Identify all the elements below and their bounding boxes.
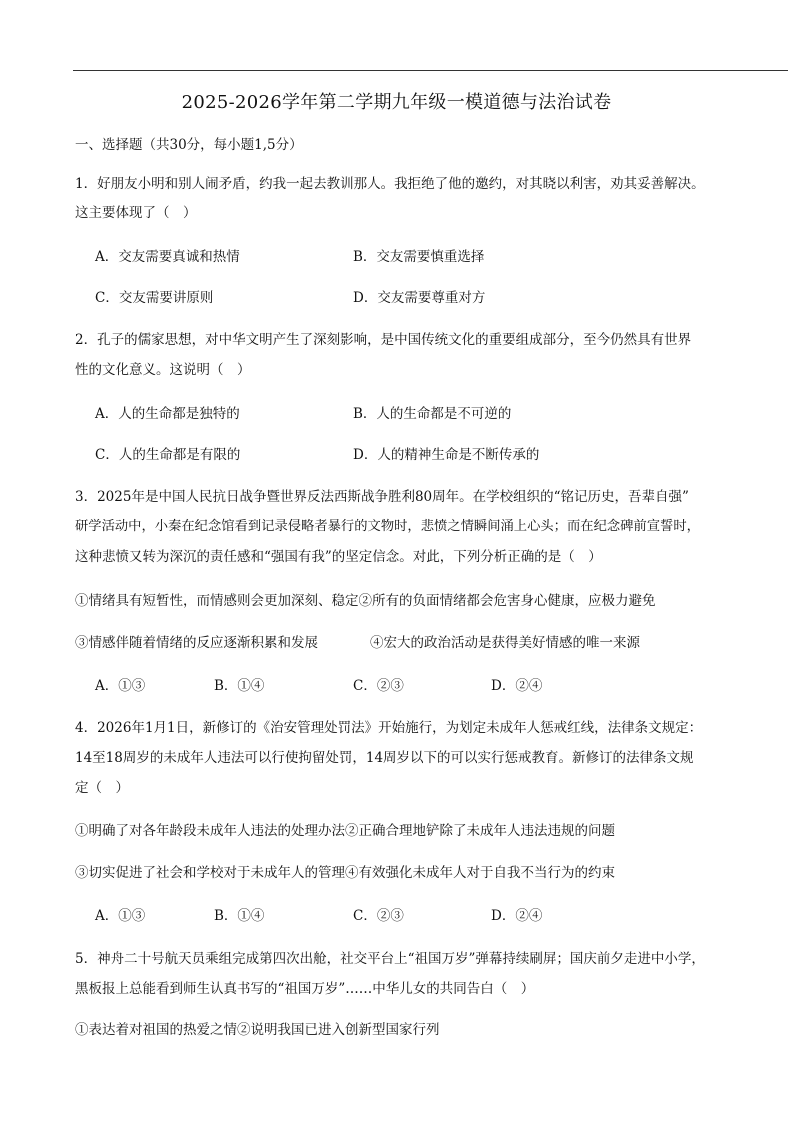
question-stem-line: 3．2025年是中国人民抗日战争暨世界反法西斯战争胜利80周年。在学校组织的“铭记历史，吾辈自强” bbox=[75, 489, 689, 505]
option-a: A．人的生命都是独特的 bbox=[95, 406, 240, 422]
question-stem-line: 14至18周岁的未成年人违法可以行使拘留处罚，14周岁以下的可以实行惩戒教育。新修订的法律条文规 bbox=[75, 750, 694, 766]
option-a: A．①③ bbox=[95, 678, 146, 694]
question-stem-line: 定（ ） bbox=[75, 780, 129, 796]
question-stem-line: 研学活动中，小秦在纪念馆看到记录侵略者暴行的文物时，悲愤之情瞬间涌上心头；而在纪念碑前宣誓时， bbox=[75, 519, 700, 534]
section-heading: 一、选择题（共30分，每小题1,5分） bbox=[75, 137, 303, 153]
statement-line: ①明确了对各年龄段未成年人违法的处理办法②正确合理地铲除了未成年人违法违规的问题 bbox=[75, 823, 615, 839]
statement-line: ①情绪具有短暂性，而情感则会更加深刻、稳定②所有的负面情绪都会危害身心健康，应极力避免 bbox=[75, 593, 656, 609]
question-stem-line: 黑板报上总能看到师生认真书写的“祖国万岁”……中华儿女的共同告白（ ） bbox=[75, 981, 535, 997]
option-b: B．交友需要慎重选择 bbox=[353, 249, 485, 265]
question-stem-line: 这种悲愤又转为深沉的责任感和“强国有我”的坚定信念。对此，下列分析正确的是（ ） bbox=[75, 549, 602, 565]
option-d: D．人的精神生命是不断传承的 bbox=[353, 447, 540, 463]
option-c: C．②③ bbox=[353, 678, 404, 694]
question-stem-line: 2．孔子的儒家思想，对中华文明产生了深刻影响，是中国传统文化的重要组成部分，至今仍然具有世界 bbox=[75, 332, 692, 348]
statement-line: ③情感伴随着情绪的反应逐渐积累和发展 bbox=[75, 635, 318, 651]
option-a: A．交友需要真诚和热情 bbox=[95, 249, 240, 265]
option-c: C．②③ bbox=[353, 908, 404, 924]
question-stem-line: 1．好朋友小明和别人闹矛盾，约我一起去教训那人。我拒绝了他的邀约，对其晓以利害，劝其妥善解决。 bbox=[75, 176, 705, 192]
option-c: C．交友需要讲原则 bbox=[95, 290, 214, 306]
header-rule bbox=[73, 70, 788, 71]
option-d: D．交友需要尊重对方 bbox=[353, 290, 486, 306]
statement-line: ①表达着对祖国的热爱之情②说明我国已进入创新型国家行列 bbox=[75, 1022, 440, 1038]
option-b: B．①④ bbox=[214, 678, 265, 694]
option-d: D．②④ bbox=[491, 908, 543, 924]
option-a: A．①③ bbox=[95, 908, 146, 924]
question-stem-line: 性的文化意义。这说明（ ） bbox=[75, 362, 251, 378]
option-d: D．②④ bbox=[491, 678, 543, 694]
exam-title: 2025-2026学年第二学期九年级一模道德与法治试卷 bbox=[181, 92, 612, 113]
option-c: C．人的生命都是有限的 bbox=[95, 447, 241, 463]
question-stem-line: 4．2026年1月1日，新修订的《治安管理处罚法》开始施行，为划定未成年人惩戒红线，法律条文规定： bbox=[75, 720, 703, 736]
statement-line: ④宏大的政治活动是获得美好情感的唯一来源 bbox=[370, 635, 640, 651]
question-stem-line: 5．神舟二十号航天员乘组完成第四次出舱，社交平台上“祖国万岁”弹幕持续刷屏；国庆前夕走进中小学， bbox=[75, 951, 705, 967]
option-b: B．人的生命都是不可逆的 bbox=[353, 406, 512, 422]
statement-line: ③切实促进了社会和学校对于未成年人的管理④有效强化未成年人对于自我不当行为的约束 bbox=[75, 865, 615, 881]
question-stem-line: 这主要体现了（ ） bbox=[75, 205, 197, 221]
option-b: B．①④ bbox=[214, 908, 265, 924]
